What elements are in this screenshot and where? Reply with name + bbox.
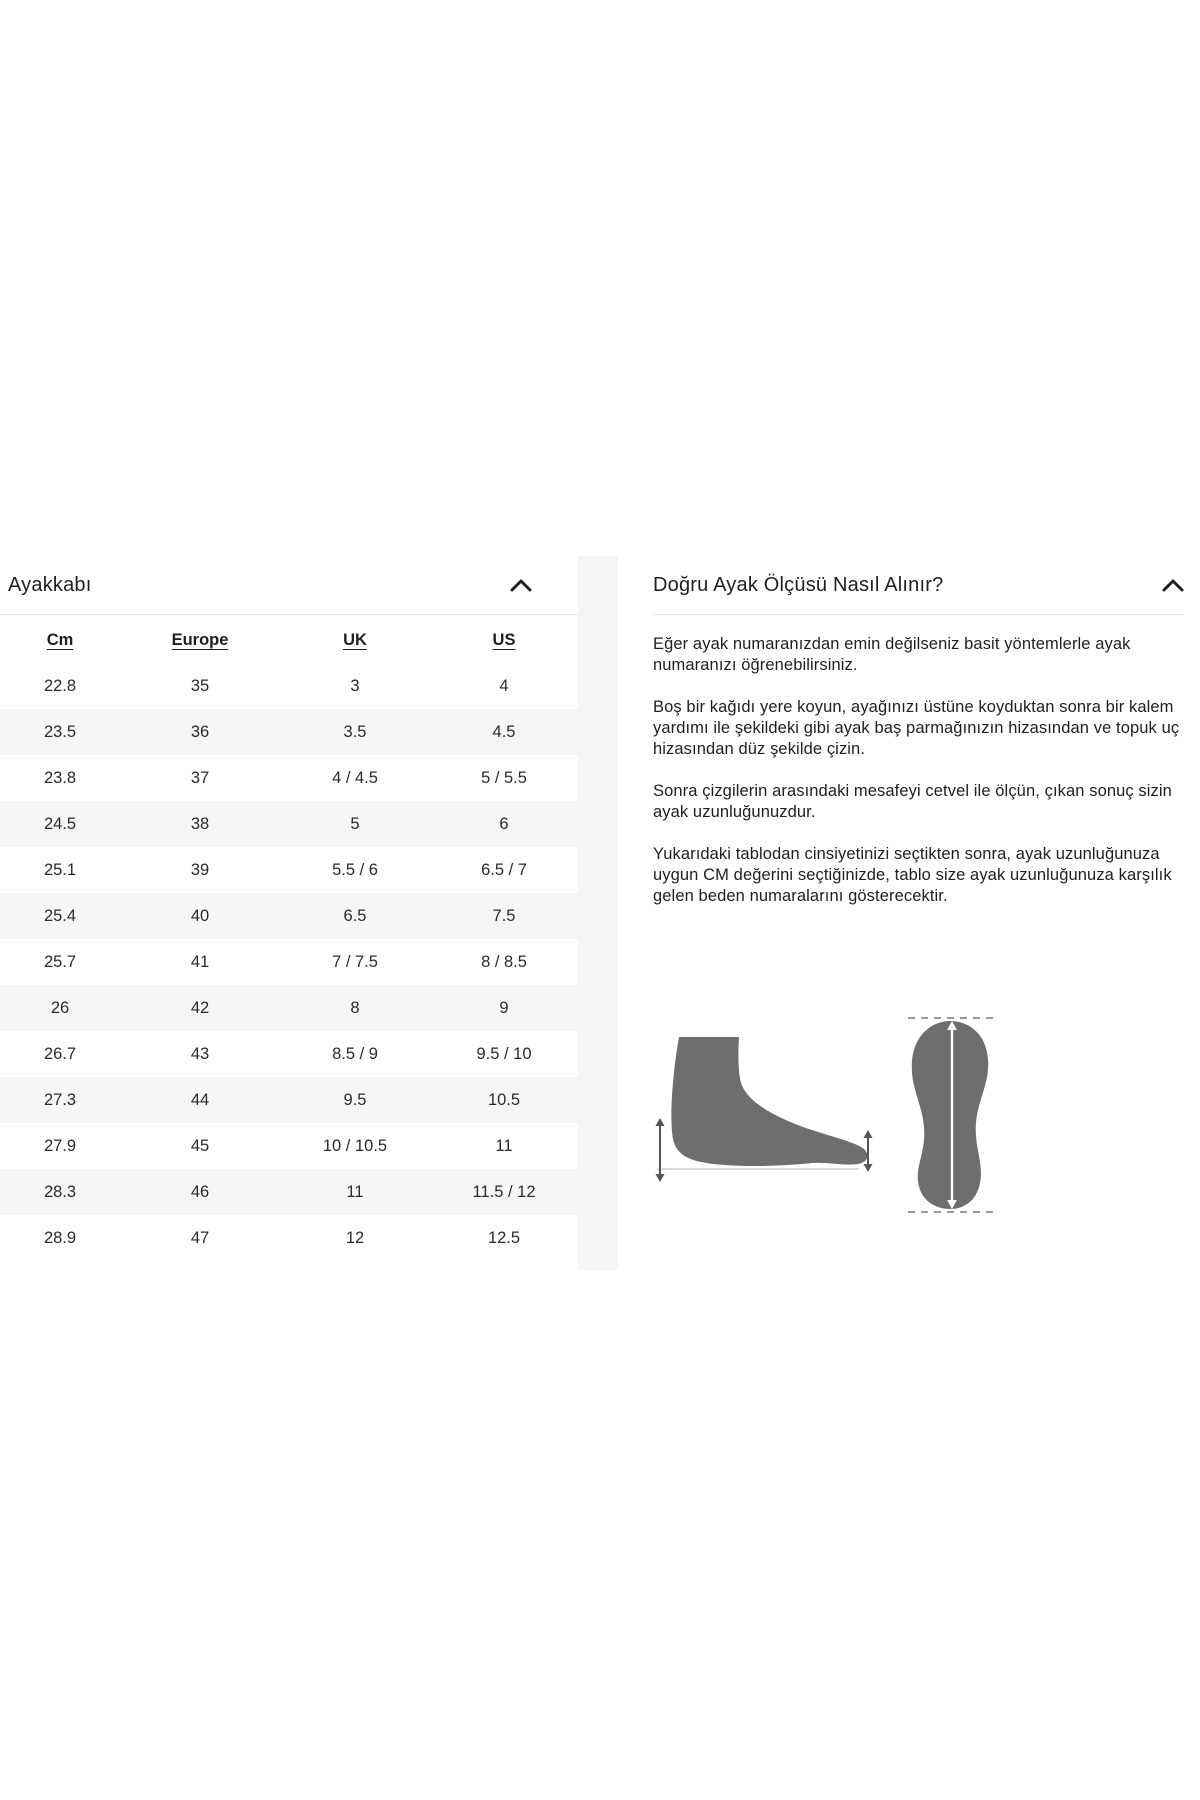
size-cell: 12 bbox=[345, 1228, 365, 1247]
size-cell: 11 bbox=[346, 1182, 364, 1201]
guide-paragraph: Sonra çizgilerin arasındaki mesafeyi cetvel ile ölçün, çıkan sonuç sizin ayak uzunluğunuzdur. bbox=[653, 782, 1172, 821]
size-cell: 37 bbox=[190, 768, 210, 787]
size-cell: 26 bbox=[50, 998, 70, 1017]
guide-paragraph: Boş bir kağıdı yere koyun, ayağınızı üstüne koyduktan sonra bir kalem yardımı ile şekildeki gibi ayak baş parmağınızın hizasından ve topuk uç hizasından düz şekilde çizin. bbox=[653, 698, 1180, 758]
size-cell: 23.5 bbox=[43, 722, 77, 741]
size-cell: 4 bbox=[499, 676, 509, 695]
size-cell: 25.1 bbox=[43, 860, 77, 879]
column-header-europe: Europe bbox=[171, 630, 229, 649]
size-cell: 27.9 bbox=[43, 1136, 77, 1155]
table-row bbox=[0, 893, 578, 939]
size-cell: 4 / 4.5 bbox=[332, 768, 378, 787]
size-chart-table bbox=[0, 617, 578, 1261]
size-cell: 25.4 bbox=[43, 906, 77, 925]
size-cell: 44 bbox=[190, 1090, 210, 1109]
table-row bbox=[0, 755, 578, 801]
size-cell: 6.5 / 7 bbox=[481, 860, 527, 879]
chevron-up-icon[interactable] bbox=[1162, 579, 1184, 592]
size-cell: 22.8 bbox=[43, 676, 77, 695]
size-chart-title: Ayakkabı bbox=[8, 573, 92, 596]
size-cell: 40 bbox=[190, 906, 210, 925]
size-cell: 5 bbox=[350, 814, 360, 833]
size-cell: 28.9 bbox=[43, 1228, 77, 1247]
table-row bbox=[0, 663, 578, 709]
size-chart-accordion-header[interactable] bbox=[0, 556, 578, 615]
measurement-guide-title: Doğru Ayak Ölçüsü Nasıl Alınır? bbox=[653, 573, 944, 596]
size-cell: 46 bbox=[190, 1182, 210, 1201]
measurement-guide-section bbox=[618, 556, 1200, 1215]
size-cell: 8 bbox=[350, 998, 360, 1017]
size-cell: 43 bbox=[190, 1044, 210, 1063]
table-row bbox=[0, 1123, 578, 1169]
table-row bbox=[0, 1215, 578, 1261]
size-cell: 11 bbox=[495, 1136, 513, 1155]
size-cell: 4.5 bbox=[492, 722, 516, 741]
size-cell: 7 / 7.5 bbox=[332, 952, 378, 971]
table-row bbox=[0, 985, 578, 1031]
measurement-diagrams bbox=[653, 1015, 1184, 1215]
size-cell: 38 bbox=[190, 814, 210, 833]
chevron-up-icon[interactable] bbox=[510, 579, 532, 592]
panel-gutter bbox=[578, 556, 618, 1270]
size-cell: 28.3 bbox=[43, 1182, 77, 1201]
table-row bbox=[0, 1077, 578, 1123]
size-cell: 9.5 / 10 bbox=[476, 1044, 532, 1063]
size-cell: 3.5 bbox=[343, 722, 367, 741]
size-cell: 39 bbox=[190, 860, 210, 879]
size-cell: 6 bbox=[499, 814, 509, 833]
table-row bbox=[0, 847, 578, 893]
size-cell: 11.5 / 12 bbox=[472, 1182, 536, 1201]
foot-silhouette bbox=[671, 1037, 867, 1166]
heel-height-arrow bbox=[656, 1118, 665, 1182]
size-cell: 26.7 bbox=[43, 1044, 77, 1063]
guide-paragraph: Eğer ayak numaranızdan emin değilseniz basit yöntemlerle ayak numaranızı öğrenebilirsiniz. bbox=[653, 635, 1131, 674]
table-row bbox=[0, 1169, 578, 1215]
size-cell: 47 bbox=[190, 1228, 210, 1247]
column-header-uk: UK bbox=[343, 630, 367, 649]
size-cell: 45 bbox=[190, 1136, 210, 1155]
table-row bbox=[0, 939, 578, 985]
size-cell: 23.8 bbox=[43, 768, 77, 787]
size-cell: 5 / 5.5 bbox=[481, 768, 527, 787]
measurement-guide-accordion-header[interactable] bbox=[653, 556, 1184, 615]
size-cell: 36 bbox=[190, 722, 210, 741]
foot-sole-outline-icon bbox=[906, 1015, 998, 1215]
table-row bbox=[0, 801, 578, 847]
size-cell: 42 bbox=[190, 998, 210, 1017]
size-cell: 9 bbox=[499, 998, 509, 1017]
size-cell: 12.5 bbox=[487, 1228, 521, 1247]
column-header-us: US bbox=[492, 630, 516, 649]
guide-paragraph: Yukarıdaki tablodan cinsiyetinizi seçtikten sonra, ayak uzunluğunuza uygun CM değerini seçtiğinizde, tablo size ayak uzunluğunuza karşılık gelen beden numaralarını gösterecektir. bbox=[653, 845, 1172, 905]
size-cell: 25.7 bbox=[43, 952, 77, 971]
size-cell: 8.5 / 9 bbox=[332, 1044, 378, 1063]
guide-paragraphs bbox=[653, 634, 1184, 907]
sole-silhouette bbox=[912, 1021, 988, 1209]
column-header-cm: Cm bbox=[46, 630, 74, 649]
foot-side-profile-icon bbox=[653, 1033, 881, 1183]
size-cell: 8 / 8.5 bbox=[481, 952, 527, 971]
size-cell: 27.3 bbox=[43, 1090, 77, 1109]
size-cell: 3 bbox=[350, 676, 360, 695]
size-chart-section bbox=[0, 556, 578, 1261]
size-cell: 10.5 bbox=[487, 1090, 521, 1109]
size-cell: 7.5 bbox=[492, 906, 516, 925]
size-cell: 6.5 bbox=[343, 906, 367, 925]
table-row bbox=[0, 709, 578, 755]
size-chart-tbody bbox=[0, 663, 578, 1261]
table-row bbox=[0, 1031, 578, 1077]
size-cell: 35 bbox=[190, 676, 210, 695]
size-cell: 10 / 10.5 bbox=[322, 1136, 388, 1155]
size-cell: 5.5 / 6 bbox=[332, 860, 378, 879]
size-chart-header-row bbox=[0, 617, 578, 663]
size-cell: 24.5 bbox=[43, 814, 77, 833]
size-cell: 9.5 bbox=[343, 1090, 367, 1109]
size-cell: 41 bbox=[190, 952, 210, 971]
